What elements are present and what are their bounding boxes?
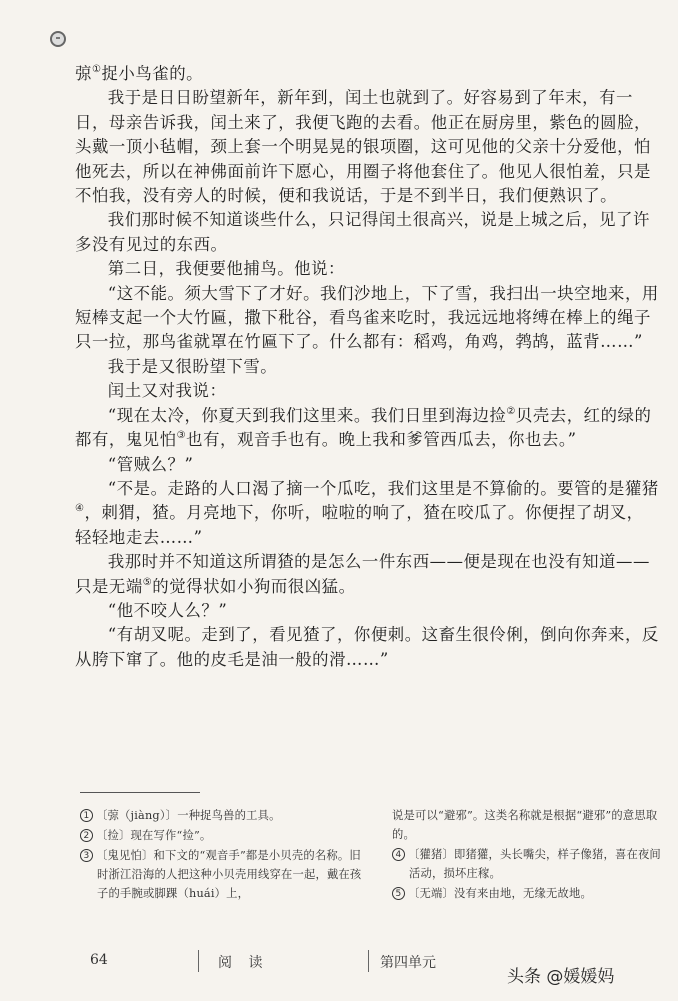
paragraph-text: ，刺猬，猹。月亮地下，你听，啦啦的响了，猹在咬瓜了。你便捏了胡叉，轻轻地走去……” [75, 503, 644, 547]
paragraph-text: 闰土又对我说： [107, 381, 227, 401]
footnotes-left-column [80, 806, 363, 904]
footnote-4 [392, 845, 662, 883]
paragraph-text: “有胡叉呢。走到了，看见猹了，你便刺。这畜生很伶俐，倒向你奔来，反从胯下窜了。他的皮毛是油一般的滑……” [75, 625, 659, 669]
watermark: 头条 @媛媛妈 [507, 967, 615, 987]
footnote-marker: ④ [75, 503, 85, 515]
paragraph [75, 86, 660, 208]
paragraph-text: 贝壳去，红的绿的都有，鬼见怕 [75, 405, 652, 450]
footnote-2 [80, 826, 363, 845]
paragraph-text: “管贼么？” [107, 454, 194, 474]
footnote-marker: ⑤ [142, 576, 153, 588]
paragraph [75, 477, 660, 550]
footnote-text: 〔捡〕现在写作“捡”。 [96, 829, 212, 842]
paragraph [75, 599, 660, 623]
section-label: 阅 读 [218, 955, 269, 971]
footnote-3-continued: 说是可以“避邪”。这类名称就是根据“避邪”的意思取的。 [392, 809, 658, 841]
paragraph [75, 355, 660, 379]
paragraph-text: “不是。走路的人口渴了摘一个瓜吃，我们这里是不算偷的。要管的是獾猪 [107, 478, 659, 498]
footer-divider [198, 950, 199, 972]
paragraph-text: 我于是日日盼望新年，新年到，闰土也就到了。好容易到了年末，有一日，母亲告诉我，闰土来了，我便飞跑的去看。他正在厨房里，紫色的圆脸，头戴一顶小毡帽，颈上套一个明晃晃的银项圈，这可见他的父亲十分爱他，怕他死去，所以在神佛面前许下愿心，用圈子将他套住了。他见人很怕羞，只是不怕我，没有旁人的时候，便和我说话，于是不到半日，我们便熟识了。 [75, 88, 651, 206]
paragraph [75, 550, 660, 599]
page-header-icon [50, 31, 66, 47]
page-number: 64 [90, 952, 108, 968]
body-text [75, 62, 660, 672]
footnote-marker: ② [506, 405, 516, 417]
unit-label: 第四单元 [380, 955, 436, 971]
footnote-text: 〔弶（jiàng）〕一种捉鸟兽的工具。 [96, 809, 281, 822]
paragraph [75, 379, 660, 403]
footnote-number: 4 [392, 848, 405, 861]
footnote-marker: ③ [176, 430, 187, 442]
paragraph-text: “这不能。须大雪下了才好。我们沙地上，下了雪，我扫出一块空地来，用短棒支起一个大竹匾，撒下秕谷，看鸟雀来吃时，我远远地将缚在棒上的绳子只一拉，那鸟雀就罩在竹匾下了。什么都有：稻鸡，角鸡，鹁鸪，蓝背……” [75, 283, 659, 352]
footnote-marker: ① [91, 64, 102, 75]
footnote-number: 2 [80, 829, 93, 842]
paragraph-text: 的觉得状如小狗而很凶猛。 [152, 576, 356, 596]
paragraph [75, 404, 660, 453]
footer-divider [368, 950, 369, 972]
paragraph-text: 第二日，我便要他捕鸟。他说： [107, 259, 345, 279]
footnote-number: 5 [392, 887, 405, 900]
paragraph-text: 我们那时候不知道谈些什么，只记得闰土很高兴，说是上城之后，见了许多没有见过的东西。 [75, 210, 650, 254]
footnote-3 [80, 846, 363, 903]
paragraph [75, 282, 660, 355]
footnotes-right-column [392, 806, 662, 904]
paragraph-text: 弶 [75, 64, 92, 83]
paragraph [75, 208, 660, 257]
footnote-text: 〔獾猪〕即猪獾，头长嘴尖，样子像猪，喜在夜间活动，损坏庄稼。 [408, 848, 661, 880]
paragraph-text: 也有，观音手也有。晚上我和爹管西瓜去，你也去。” [186, 430, 577, 450]
footnote-text: 〔鬼见怕〕和下文的“观音手”都是小贝壳的名称。旧时浙江沿海的人把这种小贝壳用线穿在一起，戴在孩子的手腕或脚踝（huái）上， [96, 849, 362, 900]
footnote-1 [80, 806, 363, 825]
paragraph-text: “现在太冷，你夏天到我们这里来。我们日里到海边捡 [107, 405, 507, 425]
paragraph [75, 623, 660, 672]
footnote-text: 〔无端〕没有来由地，无缘无故地。 [408, 887, 592, 900]
paragraph-text: 捉小鸟雀的。 [101, 64, 204, 83]
footnote-number: 1 [80, 809, 93, 822]
footnote-5 [392, 884, 662, 903]
paragraph [75, 257, 660, 281]
paragraph [75, 62, 660, 86]
paragraph-text: 我那时并不知道这所谓猹的是怎么一件东西——便是现在也没有知道——只是无端 [75, 552, 650, 596]
paragraph [75, 453, 660, 477]
paragraph-text: “他不咬人么？” [107, 600, 228, 620]
footnote-number: 3 [80, 849, 93, 862]
footnote-divider [80, 792, 200, 793]
paragraph-text: 我于是又很盼望下雪。 [107, 356, 278, 376]
